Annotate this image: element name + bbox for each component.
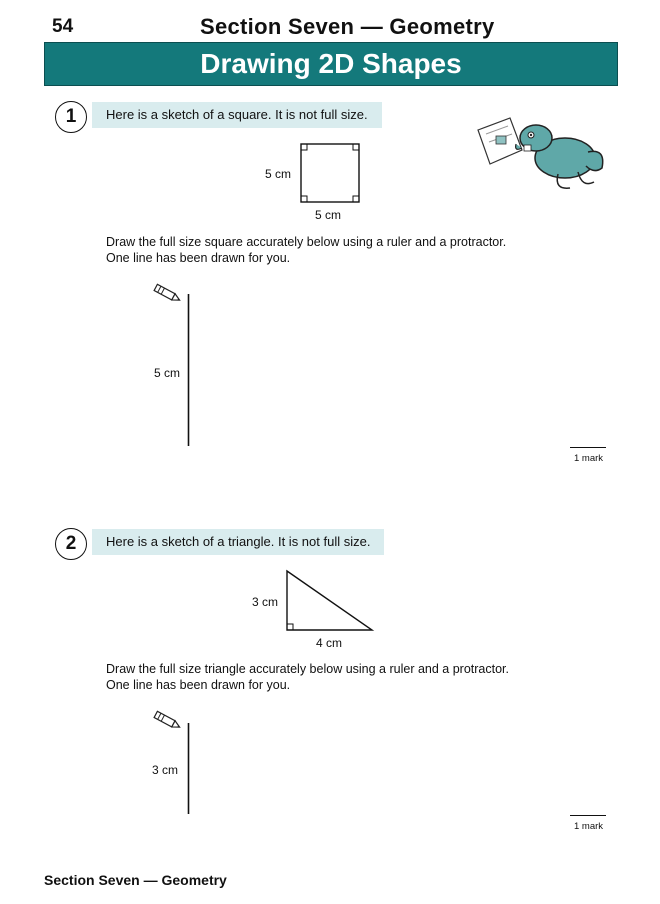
question-1-instructions — [106, 234, 506, 266]
drawn-line-q1 — [187, 294, 191, 448]
marks-label: 1 mark — [574, 821, 604, 832]
pencil-icon — [150, 284, 184, 304]
square-bottom-label: 5 cm — [315, 208, 342, 222]
question-number-2: 2 — [55, 528, 87, 560]
marks-label: 1 mark — [574, 453, 604, 464]
square-side-label: 5 cm — [265, 167, 292, 181]
instruction-line: One line has been drawn for you. — [106, 251, 291, 265]
title-banner — [44, 42, 618, 86]
page-number: 54 — [52, 16, 74, 37]
footer-section-title: Section Seven — Geometry — [44, 872, 227, 888]
instruction-line: Draw the full size square accurately below using a ruler and a protractor. — [106, 235, 507, 249]
question-1-prompt: Here is a sketch of a square. It is not full size. — [92, 102, 382, 128]
triangle-sketch — [286, 570, 376, 632]
instruction-line: One line has been drawn for you. — [106, 678, 291, 692]
question-2-instructions — [106, 661, 509, 693]
drawn-line-q2 — [187, 723, 191, 816]
drawn-line-q1-label: 5 cm — [154, 366, 181, 380]
pencil-icon — [150, 711, 184, 731]
question-2-prompt: Here is a sketch of a triangle. It is not full size. — [92, 529, 384, 555]
page-title: Drawing 2D Shapes — [200, 48, 462, 79]
square-sketch — [300, 143, 362, 205]
section-title: Section Seven — Geometry — [200, 14, 495, 39]
question-number-1: 1 — [55, 101, 87, 133]
mark-box-line — [570, 447, 606, 448]
beaver-mascot-icon — [470, 108, 610, 198]
triangle-bottom-label: 4 cm — [316, 636, 343, 650]
drawn-line-q2-label: 3 cm — [152, 763, 179, 777]
instruction-line: Draw the full size triangle accurately below using a ruler and a protractor. — [106, 662, 509, 676]
mark-box-line — [570, 815, 606, 816]
triangle-side-label: 3 cm — [252, 595, 279, 609]
